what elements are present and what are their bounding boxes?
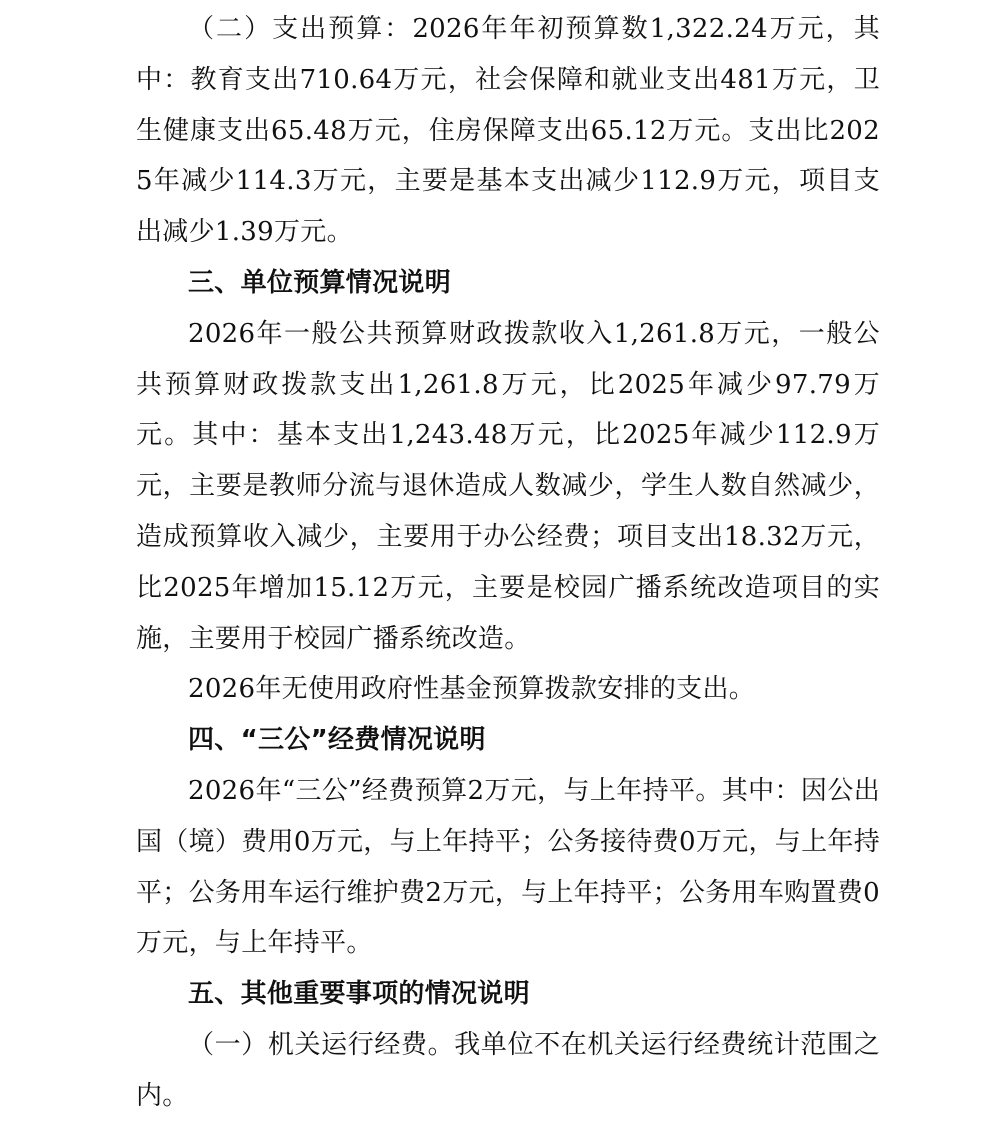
paragraph-expenditure-budget: （二）支出预算：2026年年初预算数1,322.24万元，其中：教育支出710.64万元，社会保障和就业支出481万元，卫生健康支出65.48万元，住房保障支出65.12万元。支出比2025年减少114.3万元，主要是基本支出减少112.9万元，项目支出减少1.39万元。 bbox=[136, 14, 880, 248]
section-heading-other-matters: 五、其他重要事项的情况说明 bbox=[188, 979, 530, 1010]
paragraph-government-fund: 2026年无使用政府性基金预算拨款安排的支出。 bbox=[188, 674, 756, 705]
paragraph-general-public-budget: 2026年一般公共预算财政拨款收入1,261.8万元，一般公共预算财政拨款支出1,261.8万元，比2025年减少97.79万元。其中：基本支出1,243.48万元，比2025年减少112.9万元，主要是教师分流与退休造成人数减少，学生人数自然减少，造成预算收入减少，主要用于办公经费；项目支出18.32万元，比2025年增加15.12万元，主要是校园广播系统改造项目的实施，主要用于校园广播系统改造。 bbox=[136, 318, 880, 654]
section-heading-three-public-expenses: 四、“三公”经费情况说明 bbox=[188, 725, 486, 756]
document-body bbox=[136, 4, 880, 1122]
paragraph-three-public-expenses: 2026年“三公”经费预算2万元，与上年持平。其中：因公出国（境）费用0万元，与上年持平；公务接待费0万元，与上年持平；公务用车运行维护费2万元，与上年持平；公务用车购置费0万元，与上年持平。 bbox=[136, 775, 880, 959]
paragraph-operating-expenses: （一）机关运行经费。我单位不在机关运行经费统计范围之内。 bbox=[136, 1029, 880, 1111]
section-heading-unit-budget: 三、单位预算情况说明 bbox=[188, 267, 452, 298]
